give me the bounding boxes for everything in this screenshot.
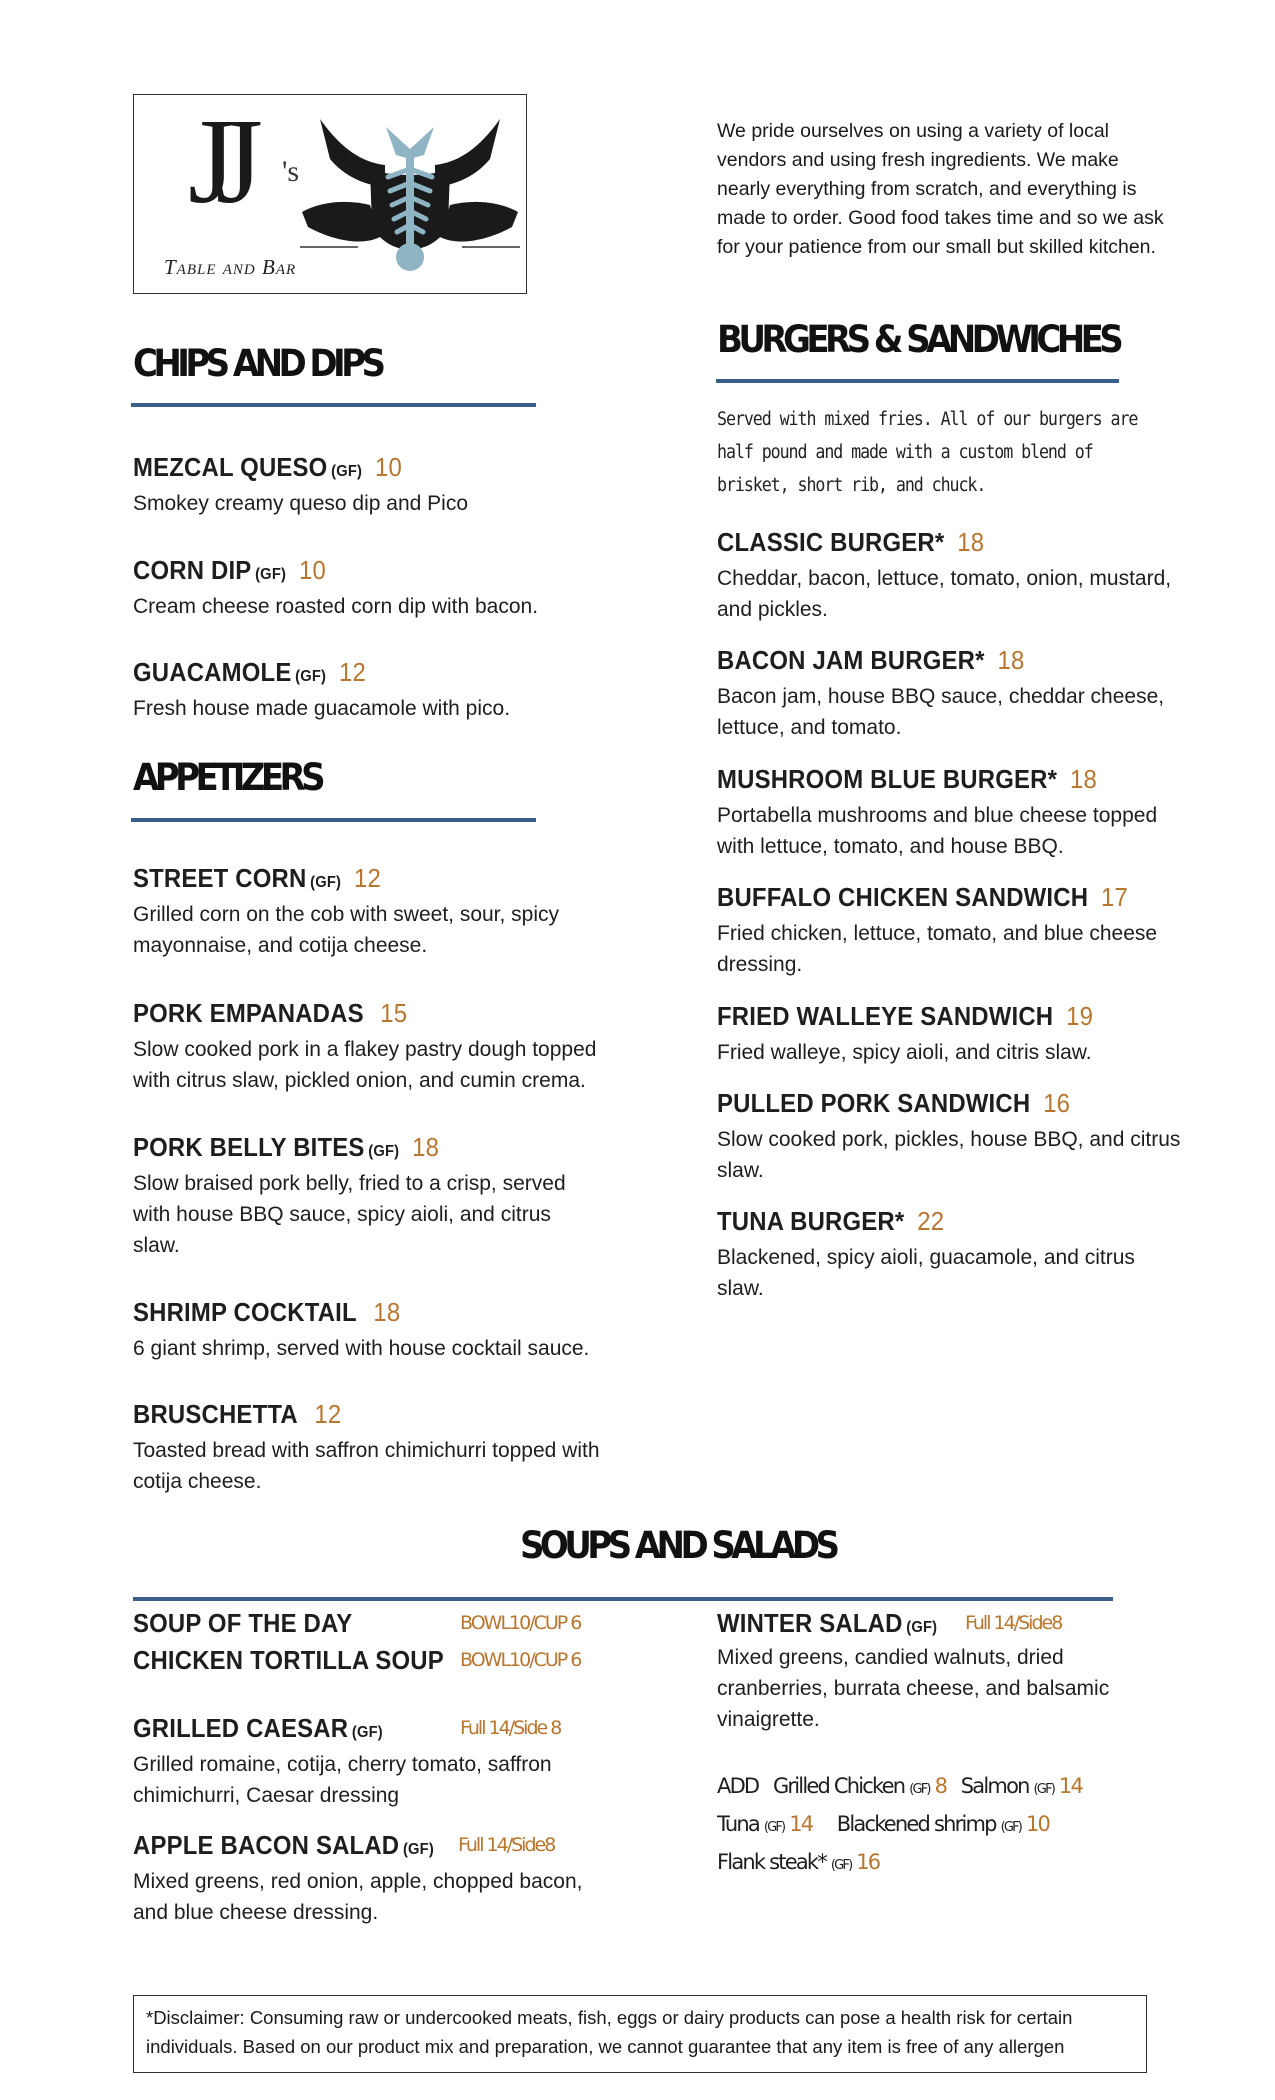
item-price-sizes: BOWL10/CUP 6 <box>460 1649 581 1671</box>
menu-item-description: Portabella mushrooms and blue cheese topped with lettuce, tomato, and house BBQ. <box>717 804 1158 858</box>
menu-item-description: Blackened, spicy aioli, guacamole, and citrus slaw. <box>717 1246 1135 1300</box>
section-divider <box>133 1597 1113 1601</box>
menu-item-description: Mixed greens, candied walnuts, dried cranberries, burrata cheese, and balsamic vinaigrette. <box>717 1646 1110 1731</box>
item-price: 18 <box>1069 764 1097 794</box>
menu-item-chicken-tortilla-soup: CHICKEN TORTILLA SOUP <box>133 1645 444 1675</box>
menu-item-mezcal-queso: MEZCAL QUESO (GF) 10 <box>133 452 403 482</box>
intro-text: We pride ourselves on using a variety of local vendors and using fresh ingredients. We make nearly everything from scratch, and everything is made to order. Good food takes time and so we ask for your patience from our small but skilled kitchen. <box>717 120 1164 258</box>
menu-item-bacon-jam-burger: BACON JAM BURGER* 18 <box>717 645 1025 675</box>
item-price-sizes: Full 14/Side 8 <box>460 1717 561 1739</box>
menu-item-street-corn: STREET CORN (GF) 12 <box>133 863 381 893</box>
menu-item-description: Grilled corn on the cob with sweet, sour, spicy mayonnaise, and cotija cheese. <box>133 903 560 957</box>
logo-possessive: 's <box>282 155 300 188</box>
menu-item-description: Fresh house made guacamole with pico. <box>133 697 511 720</box>
section-title-soups-and-salads: SOUPS AND SALADS <box>520 1524 836 1567</box>
addons-label: ADD <box>717 1774 759 1798</box>
menu-item-description: Cream cheese roasted corn dip with bacon. <box>133 595 539 618</box>
section-title-appetizers: APPETIZERS <box>133 756 322 799</box>
menu-item-description: Cheddar, bacon, lettuce, tomato, onion, mustard, and pickles. <box>717 567 1172 621</box>
menu-item-description: Fried walleye, spicy aioli, and citris slaw. <box>717 1041 1092 1064</box>
menu-item-buffalo-chicken-sandwich: BUFFALO CHICKEN SANDWICH 17 <box>717 882 1129 912</box>
item-price: 12 <box>339 657 367 687</box>
menu-item-corn-dip: CORN DIP (GF) 10 <box>133 555 326 585</box>
item-price: 18 <box>957 527 985 557</box>
addon-tuna: Tuna <box>717 1812 759 1836</box>
section-divider <box>131 403 536 407</box>
menu-item-mushroom-blue-burger: MUSHROOM BLUE BURGER* 18 <box>717 764 1097 794</box>
logo-subtitle: Table and Bar <box>164 255 297 279</box>
menu-item-description: Slow cooked pork in a flakey pastry dough topped with citrus slaw, pickled onion, and cumin crema. <box>133 1038 597 1092</box>
menu-item-bruschetta: BRUSCHETTA 12 <box>133 1399 342 1429</box>
addon-flank-steak: Flank steak* <box>717 1850 826 1874</box>
item-price: 17 <box>1101 882 1129 912</box>
item-price: 16 <box>1043 1088 1071 1118</box>
menu-item-grilled-caesar: GRILLED CAESAR (GF) <box>133 1713 383 1743</box>
section-divider <box>716 379 1119 383</box>
menu-item-soup-of-the-day: SOUP OF THE DAY <box>133 1608 353 1638</box>
section-title-burgers-and-sandwiches: BURGERS & SANDWICHES <box>717 318 1120 361</box>
item-price: 10 <box>298 555 326 585</box>
cow-fish-emblem-icon <box>300 107 520 277</box>
menu-item-winter-salad: WINTER SALAD (GF) <box>717 1608 938 1638</box>
menu-item-description: Grilled romaine, cotija, cherry tomato, saffron chimichurri, Caesar dressing <box>133 1753 552 1807</box>
item-price-sizes: BOWL10/CUP 6 <box>460 1612 581 1634</box>
menu-item-pork-empanadas: PORK EMPANADAS 15 <box>133 998 408 1028</box>
item-price: 15 <box>380 998 408 1028</box>
item-price: 18 <box>373 1297 401 1327</box>
item-price: 18 <box>412 1132 440 1162</box>
menu-item-description: Smokey creamy queso dip and Pico <box>133 492 469 515</box>
item-price: 22 <box>917 1206 945 1236</box>
menu-item-guacamole: GUACAMOLE (GF) 12 <box>133 657 367 687</box>
menu-item-description: Bacon jam, house BBQ sauce, cheddar cheese, lettuce, and tomato. <box>717 685 1165 739</box>
addon-salmon: Salmon <box>960 1774 1029 1798</box>
item-price: 10 <box>375 452 403 482</box>
allergen-disclaimer: *Disclaimer: Consuming raw or undercooked meats, fish, eggs or dairy products can pose a health risk for certain individuals. Based on our product mix and preparation, we cannot guarantee that any item is free of any allergen <box>133 1995 1147 2073</box>
menu-item-description: Mixed greens, red onion, apple, chopped bacon, and blue cheese dressing. <box>133 1870 583 1924</box>
menu-item-pork-belly-bites: PORK BELLY BITES (GF) 18 <box>133 1132 440 1162</box>
item-price: 12 <box>354 863 381 893</box>
menu-item-classic-burger: CLASSIC BURGER* 18 <box>717 527 985 557</box>
menu-item-shrimp-cocktail: SHRIMP COCKTAIL 18 <box>133 1297 401 1327</box>
item-price: 18 <box>997 645 1025 675</box>
addon-grilled-chicken: Grilled Chicken <box>772 1774 905 1798</box>
salad-addons: ADD Grilled Chicken (GF) 8 Salmon (GF) 14 Tuna (GF) 14 Blackened shrimp (GF) 10 Flank steak* (GF) 16 <box>717 1774 1083 1874</box>
logo-initials: JJ <box>188 94 243 229</box>
menu-item-tuna-burger: TUNA BURGER* 22 <box>717 1206 945 1236</box>
menu-item-description: 6 giant shrimp, served with house cocktail sauce. <box>133 1337 590 1360</box>
menu-item-pulled-pork-sandwich: PULLED PORK SANDWICH 16 <box>717 1088 1071 1118</box>
item-price: 19 <box>1066 1001 1094 1031</box>
addon-blackened-shrimp: Blackened shrimp <box>836 1812 996 1836</box>
burgers-note: Served with mixed fries. All of our burgers are half pound and made with a custom blend of brisket, short rib, and chuck. <box>717 409 1138 496</box>
menu-item-description: Slow braised pork belly, fried to a crisp, served with house BBQ sauce, spicy aioli, and citrus slaw. <box>133 1172 566 1257</box>
menu-item-description: Slow cooked pork, pickles, house BBQ, and citrus slaw. <box>717 1128 1181 1182</box>
menu-item-fried-walleye-sandwich: FRIED WALLEYE SANDWICH 19 <box>717 1001 1094 1031</box>
section-title-chips-and-dips: CHIPS AND DIPS <box>133 342 382 385</box>
restaurant-logo <box>133 94 527 294</box>
item-price-sizes: Full 14/Side8 <box>965 1612 1062 1634</box>
menu-item-description: Fried chicken, lettuce, tomato, and blue cheese dressing. <box>717 922 1158 976</box>
item-price: 12 <box>314 1399 342 1429</box>
item-price-sizes: Full 14/Side8 <box>458 1834 555 1856</box>
section-divider <box>131 818 536 822</box>
menu-item-description: Toasted bread with saffron chimichurri topped with cotija cheese. <box>133 1439 600 1493</box>
menu-item-apple-bacon-salad: APPLE BACON SALAD (GF) <box>133 1830 434 1860</box>
